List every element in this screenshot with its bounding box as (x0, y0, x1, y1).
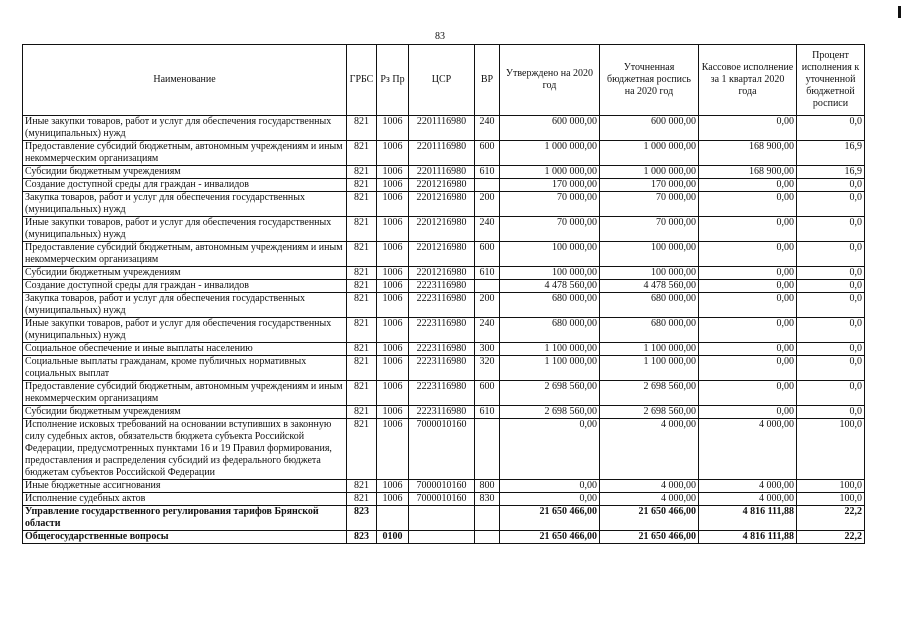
cell-percent: 0,0 (797, 381, 865, 406)
cell-cash: 0,00 (699, 179, 797, 192)
cell-percent: 16,9 (797, 166, 865, 179)
cell-grbs: 821 (347, 267, 377, 280)
cell-rzpr: 1006 (377, 318, 409, 343)
cell-cash: 0,00 (699, 406, 797, 419)
cell-approved: 70 000,00 (500, 217, 600, 242)
cell-refined: 4 000,00 (600, 419, 699, 480)
cell-refined: 100 000,00 (600, 267, 699, 280)
cell-percent: 0,0 (797, 217, 865, 242)
cell-grbs: 821 (347, 293, 377, 318)
cell-approved: 1 100 000,00 (500, 356, 600, 381)
cell-refined: 70 000,00 (600, 192, 699, 217)
cell-vr (475, 179, 500, 192)
cell-grbs: 821 (347, 356, 377, 381)
cell-rzpr: 1006 (377, 381, 409, 406)
cell-refined: 600 000,00 (600, 116, 699, 141)
cell-refined: 4 000,00 (600, 480, 699, 493)
cell-grbs: 821 (347, 318, 377, 343)
cell-cash: 0,00 (699, 343, 797, 356)
header-csr: ЦСР (409, 45, 475, 116)
cell-approved: 21 650 466,00 (500, 531, 600, 544)
cell-percent: 0,0 (797, 242, 865, 267)
cell-vr: 610 (475, 267, 500, 280)
cell-name: Исполнение исковых требований на основании вступивших в законную силу судебных актов, обязательств бюджета субъекта Российской Федерации, предусмотренных пунктами 16 и 19 Правил формирования, предоставления и распределения субсидий из федерального бюджета бюджетам субъектов Российской Федерации (23, 419, 347, 480)
cell-rzpr: 1006 (377, 493, 409, 506)
cell-cash: 0,00 (699, 267, 797, 280)
cell-name: Иные закупки товаров, работ и услуг для обеспечения государственных (муниципальных) нужд (23, 116, 347, 141)
cell-vr: 240 (475, 116, 500, 141)
header-row (23, 45, 865, 116)
table-row (23, 217, 865, 242)
cell-vr: 320 (475, 356, 500, 381)
cell-vr: 610 (475, 406, 500, 419)
cell-name: Субсидии бюджетным учреждениям (23, 406, 347, 419)
cell-csr: 7000010160 (409, 419, 475, 480)
cell-percent: 22,2 (797, 531, 865, 544)
cell-percent: 22,2 (797, 506, 865, 531)
cell-csr: 2223116980 (409, 381, 475, 406)
cell-rzpr: 1006 (377, 217, 409, 242)
cell-percent: 0,0 (797, 280, 865, 293)
cell-name: Исполнение судебных актов (23, 493, 347, 506)
cell-cash: 168 900,00 (699, 166, 797, 179)
cell-csr: 2223116980 (409, 343, 475, 356)
cell-csr: 2201116980 (409, 116, 475, 141)
cell-csr: 2201216980 (409, 267, 475, 280)
cell-percent: 0,0 (797, 343, 865, 356)
cell-csr: 2201216980 (409, 192, 475, 217)
cell-grbs: 821 (347, 343, 377, 356)
cell-approved: 4 478 560,00 (500, 280, 600, 293)
cell-grbs: 821 (347, 179, 377, 192)
table-row (23, 166, 865, 179)
cell-percent: 100,0 (797, 493, 865, 506)
cell-rzpr: 0100 (377, 531, 409, 544)
cell-refined: 100 000,00 (600, 242, 699, 267)
cell-refined: 4 000,00 (600, 493, 699, 506)
table-row (23, 318, 865, 343)
table-row (23, 116, 865, 141)
cell-csr: 2201216980 (409, 217, 475, 242)
table-row (23, 531, 865, 544)
cell-name: Предоставление субсидий бюджетным, автономным учреждениям и иным некоммерческим организациям (23, 381, 347, 406)
header-percent: Процент исполнения к уточненной бюджетной росписи (797, 45, 865, 116)
header-rzpr: Рз Пр (377, 45, 409, 116)
cell-name: Субсидии бюджетным учреждениям (23, 166, 347, 179)
table-row (23, 179, 865, 192)
cell-refined: 680 000,00 (600, 293, 699, 318)
cell-vr: 240 (475, 217, 500, 242)
cell-cash: 0,00 (699, 318, 797, 343)
cell-rzpr: 1006 (377, 192, 409, 217)
cell-name: Социальные выплаты гражданам, кроме публичных нормативных социальных выплат (23, 356, 347, 381)
cell-grbs: 821 (347, 381, 377, 406)
cell-refined: 1 100 000,00 (600, 343, 699, 356)
table-row (23, 480, 865, 493)
cell-csr: 7000010160 (409, 493, 475, 506)
cell-grbs: 821 (347, 217, 377, 242)
cell-name: Создание доступной среды для граждан - инвалидов (23, 280, 347, 293)
cell-approved: 680 000,00 (500, 318, 600, 343)
table-row (23, 343, 865, 356)
cell-approved: 2 698 560,00 (500, 406, 600, 419)
cell-grbs: 823 (347, 531, 377, 544)
cell-vr (475, 280, 500, 293)
cell-vr: 600 (475, 242, 500, 267)
cell-grbs: 821 (347, 480, 377, 493)
cell-csr: 2223116980 (409, 356, 475, 381)
edge-mark (898, 6, 901, 18)
cell-refined: 4 478 560,00 (600, 280, 699, 293)
cell-vr (475, 531, 500, 544)
table-row (23, 293, 865, 318)
cell-csr: 2223116980 (409, 293, 475, 318)
cell-cash: 0,00 (699, 192, 797, 217)
cell-approved: 1 000 000,00 (500, 166, 600, 179)
cell-rzpr (377, 506, 409, 531)
cell-name: Создание доступной среды для граждан - инвалидов (23, 179, 347, 192)
cell-csr: 2201116980 (409, 166, 475, 179)
cell-rzpr: 1006 (377, 280, 409, 293)
cell-grbs: 821 (347, 192, 377, 217)
table-row (23, 242, 865, 267)
cell-percent: 100,0 (797, 480, 865, 493)
cell-name: Закупка товаров, работ и услуг для обеспечения государственных (муниципальных) нужд (23, 192, 347, 217)
cell-refined: 70 000,00 (600, 217, 699, 242)
cell-approved: 100 000,00 (500, 242, 600, 267)
cell-refined: 1 000 000,00 (600, 166, 699, 179)
cell-name: Предоставление субсидий бюджетным, автономным учреждениям и иным некоммерческим организациям (23, 141, 347, 166)
cell-cash: 0,00 (699, 293, 797, 318)
table-row (23, 192, 865, 217)
header-grbs: ГРБС (347, 45, 377, 116)
cell-approved: 2 698 560,00 (500, 381, 600, 406)
cell-csr (409, 506, 475, 531)
cell-grbs: 821 (347, 493, 377, 506)
cell-name: Закупка товаров, работ и услуг для обеспечения государственных (муниципальных) нужд (23, 293, 347, 318)
header-cash: Кассовое исполнение за 1 квартал 2020 года (699, 45, 797, 116)
cell-name: Иные бюджетные ассигнования (23, 480, 347, 493)
cell-vr: 200 (475, 293, 500, 318)
cell-approved: 1 100 000,00 (500, 343, 600, 356)
cell-percent: 16,9 (797, 141, 865, 166)
cell-percent: 0,0 (797, 267, 865, 280)
cell-grbs: 821 (347, 419, 377, 480)
cell-name: Социальное обеспечение и иные выплаты населению (23, 343, 347, 356)
header-name: Наименование (23, 45, 347, 116)
cell-approved: 1 000 000,00 (500, 141, 600, 166)
cell-rzpr: 1006 (377, 356, 409, 381)
header-refined: Уточненная бюджетная роспись на 2020 год (600, 45, 699, 116)
cell-grbs: 821 (347, 280, 377, 293)
cell-rzpr: 1006 (377, 480, 409, 493)
cell-cash: 0,00 (699, 280, 797, 293)
cell-cash: 4 000,00 (699, 480, 797, 493)
table-row (23, 267, 865, 280)
cell-vr (475, 506, 500, 531)
cell-name: Иные закупки товаров, работ и услуг для обеспечения государственных (муниципальных) нужд (23, 217, 347, 242)
cell-rzpr: 1006 (377, 179, 409, 192)
cell-percent: 0,0 (797, 179, 865, 192)
table-row (23, 419, 865, 480)
cell-cash: 0,00 (699, 217, 797, 242)
cell-rzpr: 1006 (377, 267, 409, 280)
cell-approved: 0,00 (500, 493, 600, 506)
cell-refined: 21 650 466,00 (600, 506, 699, 531)
cell-name: Иные закупки товаров, работ и услуг для обеспечения государственных (муниципальных) нужд (23, 318, 347, 343)
cell-rzpr: 1006 (377, 406, 409, 419)
table-row (23, 506, 865, 531)
cell-percent: 0,0 (797, 356, 865, 381)
cell-rzpr: 1006 (377, 242, 409, 267)
cell-rzpr: 1006 (377, 343, 409, 356)
cell-cash: 0,00 (699, 242, 797, 267)
cell-grbs: 821 (347, 116, 377, 141)
table-row (23, 381, 865, 406)
cell-name: Общегосударственные вопросы (23, 531, 347, 544)
cell-grbs: 823 (347, 506, 377, 531)
table-row (23, 493, 865, 506)
cell-refined: 680 000,00 (600, 318, 699, 343)
page-number: 83 (435, 31, 445, 42)
cell-grbs: 821 (347, 242, 377, 267)
cell-name: Субсидии бюджетным учреждениям (23, 267, 347, 280)
cell-percent: 0,0 (797, 192, 865, 217)
cell-vr: 800 (475, 480, 500, 493)
cell-csr: 2223116980 (409, 318, 475, 343)
cell-vr: 600 (475, 381, 500, 406)
cell-csr: 2201216980 (409, 179, 475, 192)
cell-approved: 100 000,00 (500, 267, 600, 280)
cell-grbs: 821 (347, 141, 377, 166)
cell-vr: 830 (475, 493, 500, 506)
cell-csr: 7000010160 (409, 480, 475, 493)
cell-cash: 4 816 111,88 (699, 506, 797, 531)
cell-grbs: 821 (347, 166, 377, 179)
cell-csr (409, 531, 475, 544)
cell-cash: 4 000,00 (699, 419, 797, 480)
cell-percent: 0,0 (797, 318, 865, 343)
cell-refined: 1 000 000,00 (600, 141, 699, 166)
cell-approved: 680 000,00 (500, 293, 600, 318)
cell-percent: 0,0 (797, 293, 865, 318)
cell-approved: 70 000,00 (500, 192, 600, 217)
cell-vr: 200 (475, 192, 500, 217)
cell-approved: 170 000,00 (500, 179, 600, 192)
table-row (23, 141, 865, 166)
cell-percent: 0,0 (797, 116, 865, 141)
cell-rzpr: 1006 (377, 419, 409, 480)
cell-name: Предоставление субсидий бюджетным, автономным учреждениям и иным некоммерческим организациям (23, 242, 347, 267)
cell-cash: 0,00 (699, 116, 797, 141)
cell-cash: 168 900,00 (699, 141, 797, 166)
cell-refined: 21 650 466,00 (600, 531, 699, 544)
cell-rzpr: 1006 (377, 293, 409, 318)
cell-rzpr: 1006 (377, 166, 409, 179)
cell-approved: 600 000,00 (500, 116, 600, 141)
table-row (23, 356, 865, 381)
cell-approved: 21 650 466,00 (500, 506, 600, 531)
cell-approved: 0,00 (500, 419, 600, 480)
header-approved: Утверждено на 2020 год (500, 45, 600, 116)
cell-name: Управление государственного регулирования тарифов Брянской области (23, 506, 347, 531)
cell-csr: 2201216980 (409, 242, 475, 267)
table-row (23, 406, 865, 419)
cell-refined: 2 698 560,00 (600, 381, 699, 406)
cell-cash: 0,00 (699, 356, 797, 381)
cell-percent: 0,0 (797, 406, 865, 419)
budget-table (22, 44, 865, 544)
cell-refined: 2 698 560,00 (600, 406, 699, 419)
cell-refined: 1 100 000,00 (600, 356, 699, 381)
cell-cash: 4 816 111,88 (699, 531, 797, 544)
cell-csr: 2223116980 (409, 406, 475, 419)
cell-cash: 4 000,00 (699, 493, 797, 506)
cell-approved: 0,00 (500, 480, 600, 493)
cell-csr: 2223116980 (409, 280, 475, 293)
cell-rzpr: 1006 (377, 141, 409, 166)
header-vr: ВР (475, 45, 500, 116)
cell-refined: 170 000,00 (600, 179, 699, 192)
cell-percent: 100,0 (797, 419, 865, 480)
cell-csr: 2201116980 (409, 141, 475, 166)
cell-vr (475, 419, 500, 480)
cell-grbs: 821 (347, 406, 377, 419)
table-row (23, 280, 865, 293)
cell-vr: 240 (475, 318, 500, 343)
cell-rzpr: 1006 (377, 116, 409, 141)
cell-vr: 610 (475, 166, 500, 179)
cell-vr: 600 (475, 141, 500, 166)
cell-cash: 0,00 (699, 381, 797, 406)
cell-vr: 300 (475, 343, 500, 356)
